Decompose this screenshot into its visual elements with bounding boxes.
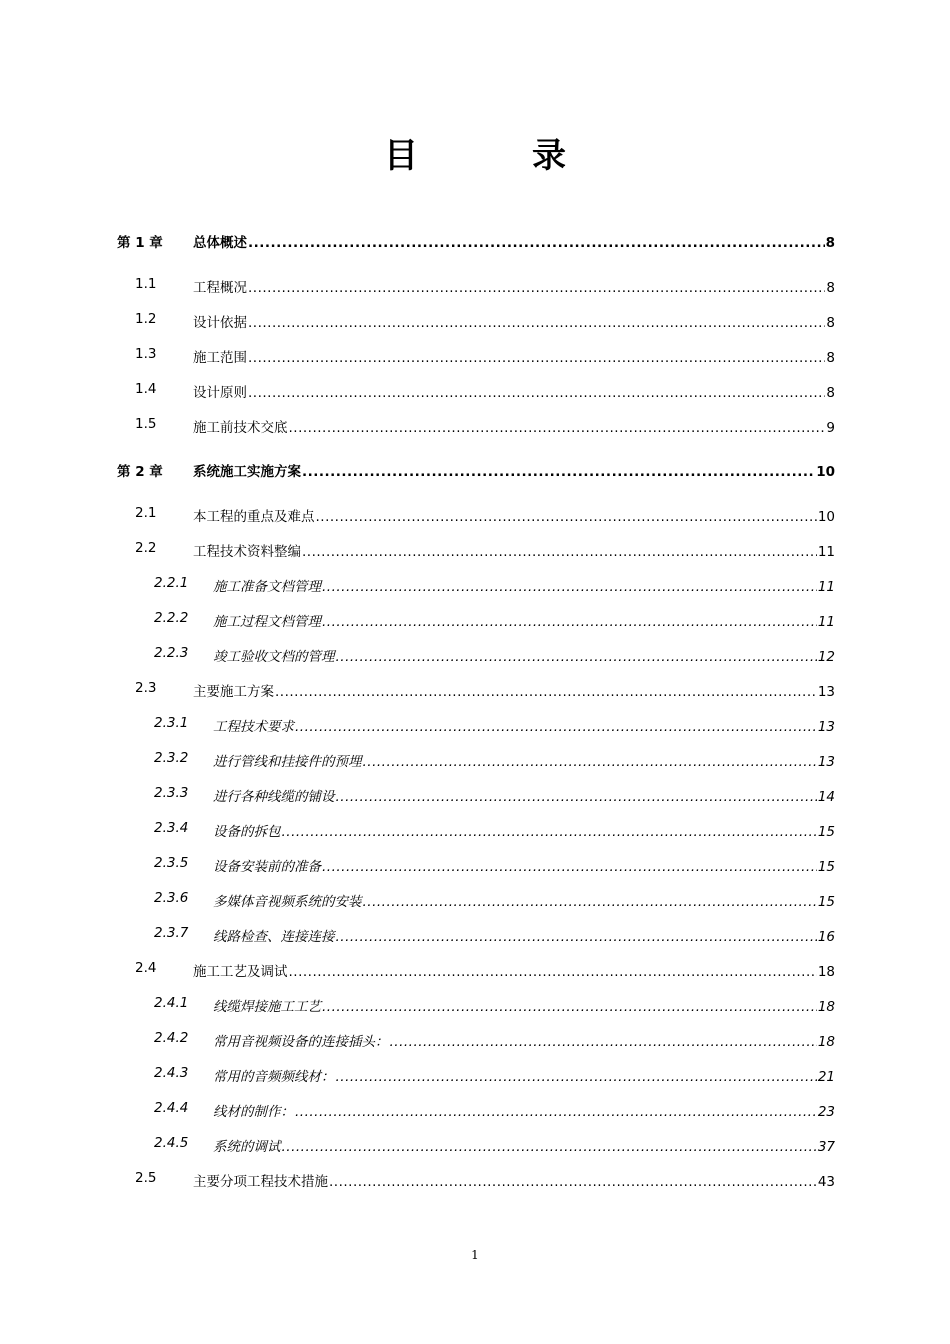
toc-entry-page: 10 [816,464,835,480]
toc-entry[interactable] [0,416,950,440]
toc-entry-number: 2.2.1 [154,575,189,591]
toc-entry[interactable] [0,1135,950,1159]
toc-entry-number: 2.4.5 [154,1135,189,1151]
toc-dot-leader [248,350,825,366]
toc-entry-title: 常用音视频设备的连接插头： [213,1034,389,1050]
page-number: 1 [471,1248,479,1262]
toc-entry-number: 2.3.3 [154,785,189,801]
toc-entry-page: 18 [817,1034,835,1050]
toc-entry-number: 2.3.5 [154,855,189,871]
toc-entry-line [213,715,835,735]
toc-entry-title: 进行各种线缆的铺设 [213,789,335,805]
toc-entry-number: 2.3.7 [154,925,189,941]
toc-entry-line [193,231,835,251]
toc-dot-leader [282,1139,817,1155]
toc-entry-number: 2.4.1 [154,995,189,1011]
toc-entry-page: 8 [826,315,835,331]
toc-entry-page: 18 [817,964,835,980]
toc-entry-title: 系统的调试 [213,1139,281,1155]
toc-entry-line [193,1170,835,1190]
toc-dot-leader [336,649,817,665]
toc-dot-leader [322,999,817,1015]
toc-entry-line [193,416,835,436]
toc-entry[interactable] [0,311,950,335]
toc-entry-title: 设计依据 [193,315,247,331]
toc-entry[interactable] [0,1065,950,1089]
toc-entry-line [193,505,835,525]
toc-entry-page: 13 [817,684,835,700]
toc-entry-page: 14 [817,789,835,805]
toc-dot-leader [336,1069,817,1085]
toc-entry[interactable] [0,575,950,599]
toc-dot-leader [390,1034,817,1050]
toc-entry-line [193,276,835,296]
toc-entry-page: 43 [817,1174,835,1190]
toc-entry[interactable] [0,540,950,564]
toc-entry-number: 2.2.2 [154,610,189,626]
toc-entry-number: 2.4.4 [154,1100,189,1116]
toc-entry-title: 工程技术资料整编 [193,544,301,560]
toc-entry[interactable] [0,276,950,300]
toc-entry-page: 16 [817,929,835,945]
toc-dot-leader [329,1174,817,1190]
toc-entry-page: 11 [817,614,835,630]
toc-entry-number: 2.5 [135,1170,157,1186]
toc-entry-title: 设备的拆包 [213,824,281,840]
toc-entry-line [193,460,835,480]
toc-entry-title: 线材的制作： [213,1104,294,1120]
toc-entry[interactable] [0,1030,950,1054]
toc-entry-page: 21 [817,1069,835,1085]
toc-entry-page: 12 [817,649,835,665]
toc-dot-leader [302,544,817,560]
toc-entry[interactable] [0,750,950,774]
toc-entry-title: 总体概述 [193,235,247,251]
toc-entry-page: 10 [817,509,835,525]
toc-entry[interactable] [0,820,950,844]
toc-dot-leader [336,929,817,945]
toc-entry-title: 施工过程文档管理 [213,614,321,630]
toc-entry-title: 设计原则 [193,385,247,401]
toc-entry-number: 2.1 [135,505,157,521]
toc-dot-leader [316,509,817,525]
toc-entry-line [213,1030,835,1050]
toc-entry[interactable] [0,1170,950,1194]
toc-entry-page: 13 [817,754,835,770]
toc-entry-line [213,785,835,805]
toc-entry-title: 本工程的重点及难点 [193,509,315,525]
toc-entry-line [213,855,835,875]
toc-entry-page: 8 [826,385,835,401]
toc-dot-leader [248,385,825,401]
toc-entry[interactable] [0,785,950,809]
toc-dot-leader [275,684,817,700]
toc-dot-leader [322,614,817,630]
toc-entry-title: 施工工艺及调试 [193,964,288,980]
toc-entry-line [213,750,835,770]
toc-entry-title: 进行管线和挂接件的预埋 [213,754,362,770]
toc-entry-title: 工程概况 [193,280,247,296]
toc-entry-line [213,890,835,910]
toc-entry-page: 15 [817,859,835,875]
toc-entry-number: 1.1 [135,276,157,292]
toc-entry[interactable] [0,460,950,484]
toc-entry-number: 第 1 章 [117,235,163,251]
toc-entry-title: 工程技术要求 [213,719,294,735]
toc-entry-page: 18 [817,999,835,1015]
toc-entry-page: 9 [826,420,835,436]
toc-entry-line [193,960,835,980]
toc-entry-number: 2.2.3 [154,645,189,661]
toc-entry-line [193,540,835,560]
toc-entry-line [213,995,835,1015]
toc-entry-line [213,645,835,665]
toc-dot-leader [363,754,817,770]
toc-entry-line [213,820,835,840]
toc-entry[interactable] [0,346,950,370]
toc-entry-page: 37 [817,1139,835,1155]
toc-entry[interactable] [0,715,950,739]
toc-entry-number: 1.3 [135,346,157,362]
toc-entry-page: 11 [817,579,835,595]
toc-dot-leader [336,789,817,805]
toc-entry[interactable] [0,1100,950,1124]
toc-entry[interactable] [0,505,950,529]
toc-entry-line [213,1065,835,1085]
toc-dot-leader [248,280,825,296]
toc-entry-line [213,575,835,595]
toc-entry[interactable] [0,855,950,879]
toc-entry[interactable] [0,925,950,949]
toc-dot-leader [289,420,826,436]
toc-dot-leader [248,235,825,251]
toc-entry-line [193,346,835,366]
toc-dot-leader [322,579,817,595]
toc-entry-title: 施工前技术交底 [193,420,288,436]
toc-entry-page: 15 [817,894,835,910]
toc-entry-page: 8 [825,235,835,251]
toc-dot-leader [295,719,817,735]
toc-entry-title: 多媒体音视频系统的安装 [213,894,362,910]
toc-dot-leader [289,964,817,980]
toc-entry-title: 主要施工方案 [193,684,274,700]
toc-dot-leader [302,464,815,480]
toc-entry-page: 8 [826,280,835,296]
toc-entry-line [213,1135,835,1155]
toc-entry-line [193,680,835,700]
toc-entry[interactable] [0,645,950,669]
toc-entry-number: 1.5 [135,416,157,432]
toc-entry-number: 第 2 章 [117,464,163,480]
toc-entry[interactable] [0,381,950,405]
toc-entry-page: 11 [817,544,835,560]
toc-dot-leader [322,859,817,875]
toc-entry-title: 常用的音频频线材： [213,1069,335,1085]
toc-entry-number: 2.3.6 [154,890,189,906]
toc-dot-leader [248,315,825,331]
toc-entry-number: 2.4 [135,960,157,976]
toc-entry-title: 线缆焊接施工工艺 [213,999,321,1015]
toc-entry-page: 15 [817,824,835,840]
toc-entry-page: 8 [826,350,835,366]
toc-entry-line [213,1100,835,1120]
toc-entry-number: 2.3.2 [154,750,189,766]
toc-entry-title: 施工范围 [193,350,247,366]
toc-entry-number: 2.3 [135,680,157,696]
toc-entry-title: 竣工验收文档的管理 [213,649,335,665]
toc-entry-line [193,311,835,331]
toc-entry-number: 2.3.4 [154,820,189,836]
toc-entry-number: 2.2 [135,540,157,556]
toc-entry-line [213,925,835,945]
toc-entry[interactable] [0,610,950,634]
toc-dot-leader [363,894,817,910]
toc-entry[interactable] [0,960,950,984]
toc-entry-title: 线路检查、连接连接 [213,929,335,945]
toc-dot-leader [295,1104,817,1120]
toc-entry-page: 13 [817,719,835,735]
toc-entry-number: 2.3.1 [154,715,189,731]
toc-entry-number: 1.2 [135,311,157,327]
toc-entry-number: 1.4 [135,381,157,397]
toc-entry-title: 主要分项工程技术措施 [193,1174,328,1190]
page-title: 目 录 [384,136,606,176]
toc-entry-title: 施工准备文档管理 [213,579,321,595]
toc-entry-title: 系统施工实施方案 [193,464,301,480]
toc-entry-title: 设备安装前的准备 [213,859,321,875]
toc-entry[interactable] [0,890,950,914]
toc-dot-leader [282,824,817,840]
toc-entry[interactable] [0,231,950,255]
toc-entry-line [193,381,835,401]
toc-entry[interactable] [0,680,950,704]
toc-entry[interactable] [0,995,950,1019]
toc-entry-number: 2.4.3 [154,1065,189,1081]
toc-entry-number: 2.4.2 [154,1030,189,1046]
toc-entry-line [213,610,835,630]
toc-entry-page: 23 [817,1104,835,1120]
